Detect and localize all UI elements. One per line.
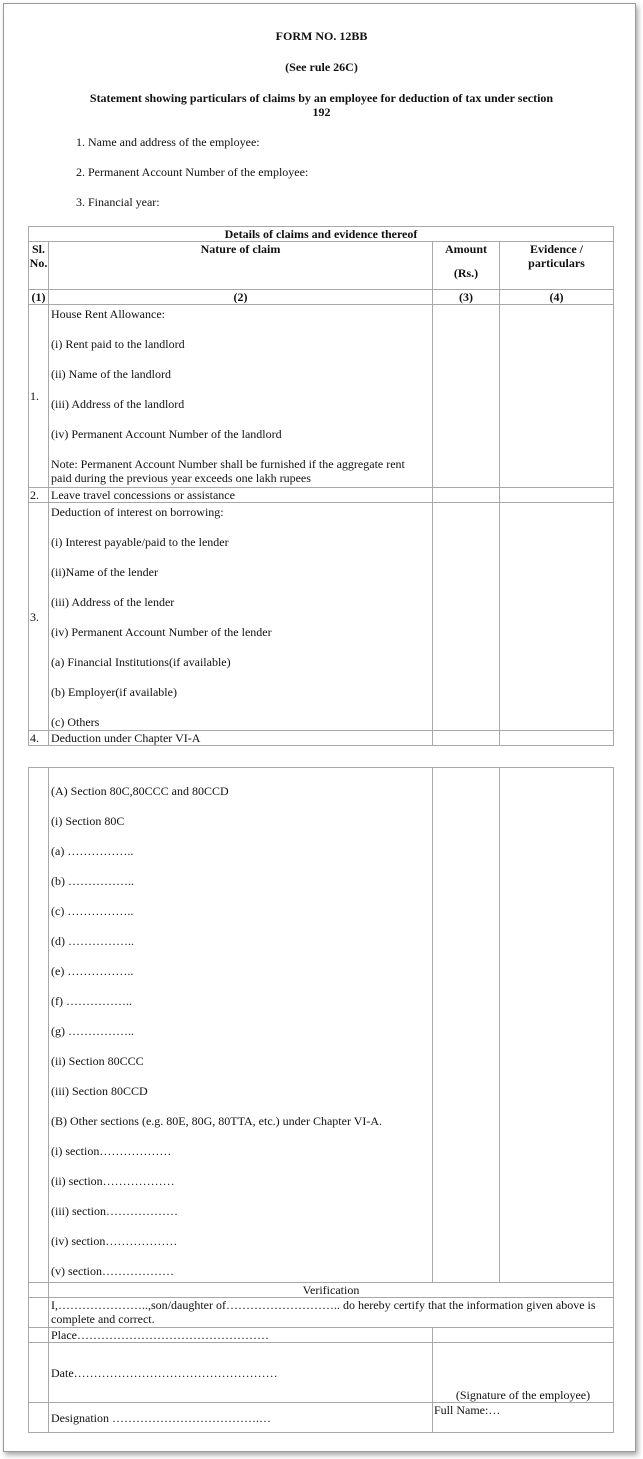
col-number-4: (4) [500, 290, 614, 305]
row3-line: (c) Others [51, 715, 100, 729]
date-field: Date…………………………………………… [49, 1343, 433, 1403]
table-row [29, 488, 614, 503]
row3-sl: 3. [29, 503, 49, 731]
row3-line: (a) Financial Institutions(if available) [51, 655, 231, 669]
via-line: (iii) Section 80CCD [51, 1084, 148, 1098]
verification-text-sl [29, 1298, 49, 1328]
signature-cell [433, 1343, 614, 1403]
place-field: Place………………………………………… [49, 1328, 433, 1343]
via-amount [433, 768, 500, 1283]
claims-table [28, 226, 614, 746]
via-line: (v) section……………… [51, 1264, 174, 1278]
via-line: (a) …………….. [51, 844, 134, 858]
row3-line: (iii) Address of the lender [51, 595, 175, 609]
row1-note: Note: Permanent Account Number shall be furnished if the aggregate rent paid during the previous year exceeds one lakh rupees [51, 457, 405, 485]
col-number-1: (1) [29, 290, 49, 305]
row3-line: Deduction of interest on borrowing: [51, 505, 224, 519]
row1-nature [49, 305, 433, 488]
field-employee-pan: 2. Permanent Account Number of the employee: [76, 165, 309, 179]
chapter-via-table [28, 767, 614, 1433]
verification-title: Verification [49, 1283, 614, 1298]
table-row [29, 305, 614, 488]
via-line: (ii) section……………… [51, 1174, 175, 1188]
row4-sl: 4. [29, 731, 49, 746]
designation-sl [29, 1403, 49, 1433]
via-nature [49, 768, 433, 1283]
row2-amount [433, 488, 500, 503]
row3-line: (b) Employer(if available) [51, 685, 177, 699]
row2-evidence [500, 488, 614, 503]
via-line: (g) …………….. [51, 1024, 134, 1038]
field-financial-year: 3. Financial year: [76, 195, 160, 209]
col-number-3: (3) [433, 290, 500, 305]
via-line: (i) Section 80C [51, 814, 125, 828]
form-rule: (See rule 26C) [285, 60, 358, 74]
row2-sl: 2. [29, 488, 49, 503]
header-nature-of-claim: Nature of claim [49, 242, 433, 290]
row3-line: (i) Interest payable/paid to the lender [51, 535, 229, 549]
row1-amount [433, 305, 500, 488]
designation-field: Designation ……………………………….… [49, 1403, 433, 1433]
header-sl-no: Sl. No. [29, 242, 49, 290]
row1-line: (ii) Name of the landlord [51, 367, 171, 381]
via-line: (f) …………….. [51, 994, 132, 1008]
row3-line: (iv) Permanent Account Number of the lender [51, 625, 272, 639]
via-line: (i) section……………… [51, 1144, 172, 1158]
verification-sl [29, 1283, 49, 1298]
header-amount-label: Amount [444, 242, 487, 256]
row3-nature [49, 503, 433, 731]
via-line: (iv) section……………… [51, 1234, 178, 1248]
row3-evidence [500, 503, 614, 731]
date-sl [29, 1343, 49, 1403]
table-row [29, 503, 614, 731]
row3-line: (ii)Name of the lender [51, 565, 158, 579]
form-title: FORM NO. 12BB [275, 29, 368, 43]
table-row [29, 731, 614, 746]
row1-sl: 1. [29, 305, 49, 488]
full-name-field: Full Name:… [433, 1403, 614, 1433]
row4-evidence [500, 731, 614, 746]
header-amount [433, 242, 500, 290]
via-evidence [500, 768, 614, 1283]
row3-amount [433, 503, 500, 731]
table-row [29, 768, 614, 1283]
via-sl [29, 768, 49, 1283]
row2-nature: Leave travel concessions or assistance [49, 488, 433, 503]
row1-line: (i) Rent paid to the landlord [51, 337, 185, 351]
verification-text: I,…………………..,son/daughter of……………………….. do hereby certify that the information given above is complete and correct. [49, 1298, 614, 1328]
row4-amount [433, 731, 500, 746]
signature-label: (Signature of the employee) [455, 1388, 591, 1402]
row1-line: (iv) Permanent Account Number of the landlord [51, 427, 282, 441]
row1-evidence [500, 305, 614, 488]
row1-line: (iii) Address of the landlord [51, 397, 185, 411]
via-line: (ii) Section 80CCC [51, 1054, 144, 1068]
place-right [433, 1328, 614, 1343]
place-sl [29, 1328, 49, 1343]
via-line: (e) …………….. [51, 964, 134, 978]
header-amount-unit: (Rs.) [453, 266, 479, 280]
form-statement: Statement showing particulars of claims by an employee for deduction of tax under section 192 [89, 91, 554, 119]
col-number-2: (2) [49, 290, 433, 305]
via-line: (iii) section……………… [51, 1204, 178, 1218]
row1-line: House Rent Allowance: [51, 307, 165, 321]
table-caption: Details of claims and evidence thereof [29, 227, 614, 242]
via-line: (c) …………….. [51, 904, 134, 918]
via-line: (B) Other sections (e.g. 80E, 80G, 80TTA, etc.) under Chapter VI-A. [51, 1114, 383, 1128]
via-line: (d) …………….. [51, 934, 134, 948]
via-line: (b) …………….. [51, 874, 134, 888]
via-line: (A) Section 80C,80CCC and 80CCD [51, 784, 229, 798]
header-evidence: Evidence / particulars [500, 242, 614, 290]
field-employee-name-address: 1. Name and address of the employee: [76, 135, 260, 149]
row4-nature: Deduction under Chapter VI-A [49, 731, 433, 746]
